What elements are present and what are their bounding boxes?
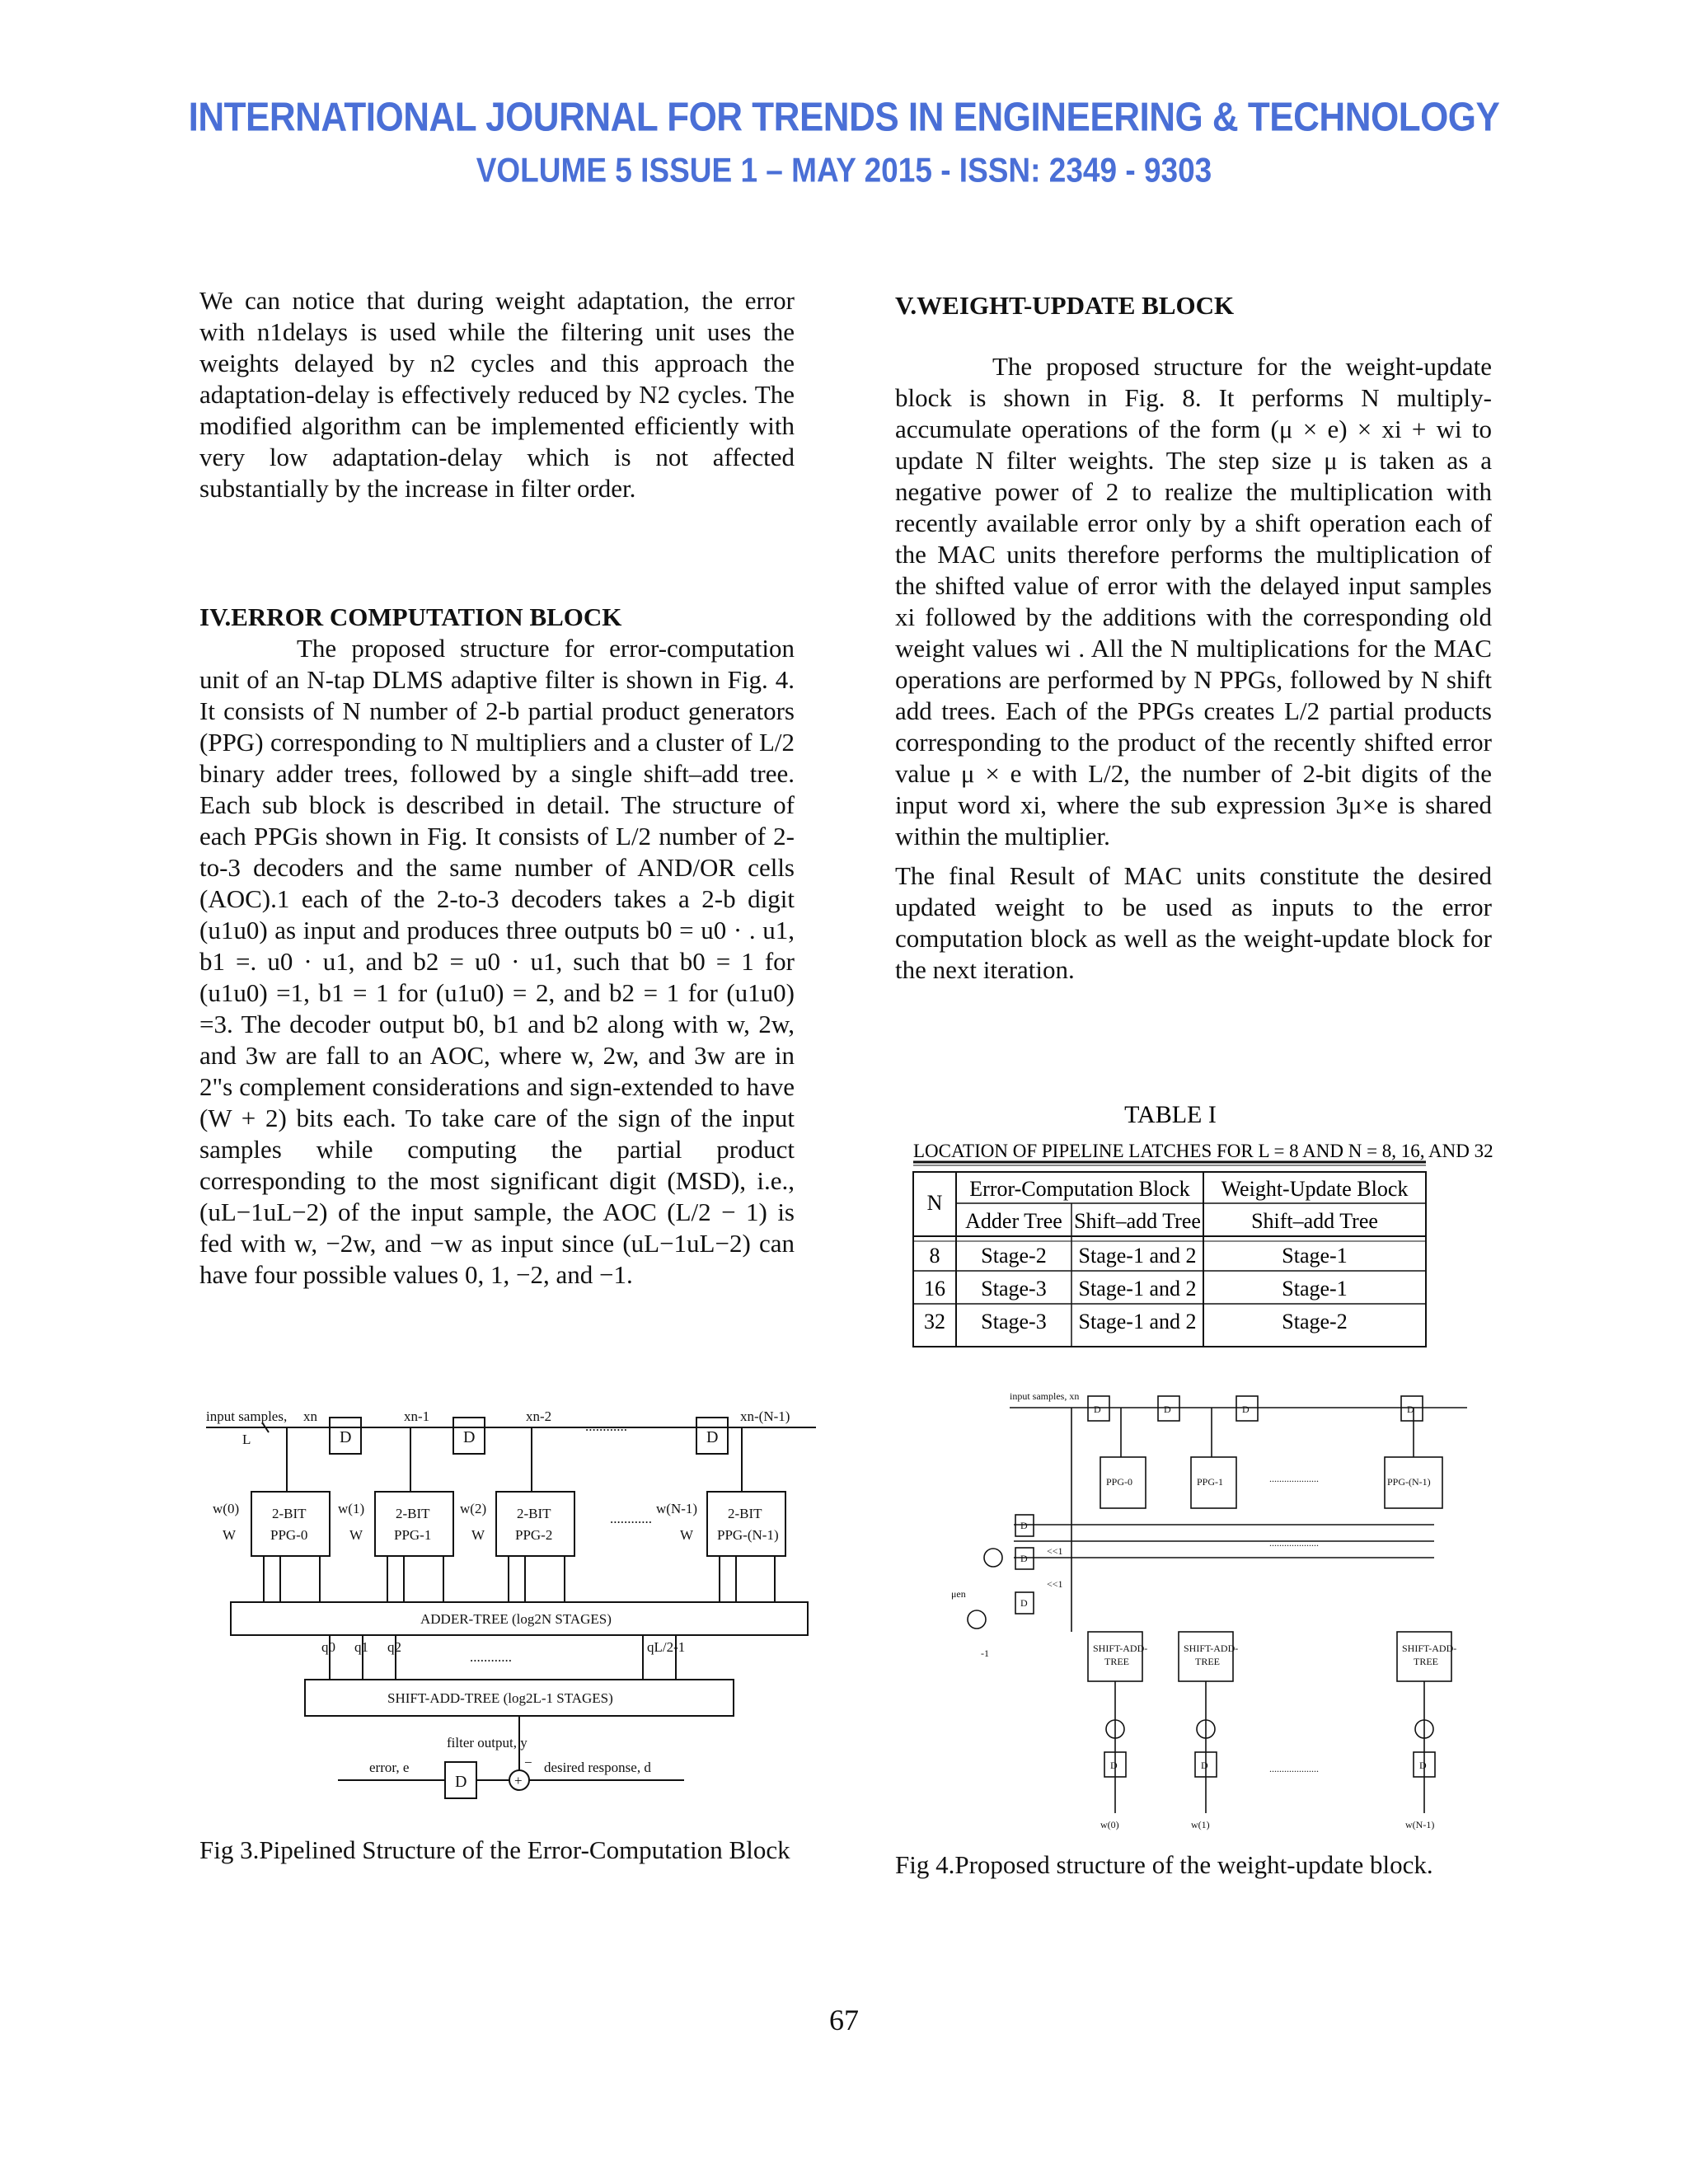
- table-cell: Stage-3: [981, 1277, 1047, 1301]
- label: W: [471, 1527, 485, 1543]
- label: SHIFT-ADD-: [1184, 1643, 1239, 1654]
- paragraph: The final Result of MAC units constitute the desired updated weight to be used as inputs to the error computation block as well as the weight-update block for the next iteration.: [895, 861, 1492, 984]
- label: xn-(N-1): [740, 1408, 790, 1424]
- label: D: [1020, 1520, 1028, 1531]
- table-cell: Stage-1 and 2: [1078, 1310, 1197, 1333]
- label: input samples,: [206, 1408, 288, 1424]
- label: filter output, y: [447, 1735, 528, 1750]
- label: 2-BIT: [517, 1506, 551, 1521]
- table-cell: 8: [929, 1244, 940, 1268]
- label: 2-BIT: [396, 1506, 430, 1521]
- label: xn-1: [404, 1408, 430, 1424]
- label: ADDER-TREE (log2N STAGES): [420, 1611, 612, 1627]
- label: SHIFT-ADD-: [1402, 1643, 1457, 1654]
- label: −: [524, 1755, 532, 1770]
- label: TREE: [1414, 1656, 1438, 1667]
- label: D: [463, 1428, 476, 1446]
- label: 2-BIT: [728, 1506, 762, 1521]
- table-cell: Stage-1: [1282, 1277, 1348, 1301]
- label: D: [340, 1428, 352, 1446]
- fig3-caption: Fig 3.Pipelined Structure of the Error-Computation Block: [199, 1835, 790, 1864]
- label: ....................: [1269, 1763, 1319, 1774]
- label: μen: [951, 1588, 966, 1600]
- label: w(0): [213, 1501, 240, 1516]
- table-cell: Stage-1: [1282, 1244, 1348, 1268]
- label: q0: [321, 1639, 335, 1655]
- label: TREE: [1104, 1656, 1129, 1667]
- label: w(1): [1191, 1819, 1210, 1830]
- table-cell: Stage-2: [981, 1244, 1047, 1268]
- group-header: Weight-Update Block: [1221, 1177, 1409, 1201]
- table-cell: Stage-2: [1282, 1310, 1348, 1333]
- section-title: V.WEIGHT-UPDATE BLOCK: [895, 291, 1235, 320]
- label: w(2): [460, 1501, 487, 1516]
- label: +: [514, 1773, 523, 1788]
- label: q1: [354, 1639, 368, 1655]
- label: w(N-1): [1405, 1819, 1435, 1830]
- label: PPG-1: [1197, 1476, 1224, 1488]
- paragraph: We can notice that during weight adaptation, the error with n1delays is used while the filtering unit uses the weights delayed by n2 cycles and this approach the adaptation-delay is effectively reduced by N2 cycles. The modified algorithm can be implemented efficiently with very low adaptation-delay which is not affected substantially by the increase in filter order.: [199, 286, 795, 503]
- label: ............: [610, 1511, 652, 1526]
- label: q2: [387, 1639, 401, 1655]
- label: xn: [303, 1408, 317, 1424]
- table-cell: Stage-3: [981, 1310, 1047, 1333]
- table-figure: [907, 1096, 1493, 1343]
- table-cell: 32: [924, 1310, 945, 1333]
- label: D: [1407, 1404, 1414, 1415]
- table-title: LOCATION OF PIPELINE LATCHES FOR L = 8 AND N = 8, 16, AND 32: [913, 1141, 1493, 1161]
- label: w(N-1): [656, 1501, 698, 1516]
- label: SHIFT-ADD-: [1093, 1643, 1148, 1654]
- group-header: Error-Computation Block: [969, 1177, 1190, 1201]
- label: W: [680, 1527, 694, 1543]
- label: W: [223, 1527, 237, 1543]
- label: w(0): [1100, 1819, 1119, 1830]
- label: D: [455, 1773, 467, 1791]
- label: D: [1020, 1597, 1028, 1609]
- table-row: [930, 1244, 1348, 1268]
- page-number: 67: [829, 2004, 859, 2036]
- label: PPG-1: [394, 1527, 432, 1543]
- label: w(1): [338, 1501, 365, 1516]
- label: D: [1201, 1760, 1208, 1771]
- paragraph: The proposed structure for the weight-update block is shown in Fig. 8. It performs N multiply-accumulate operations of the form (μ × e) × xi + wi to update N filter weights. The step size μ is taken as a negative power of 2 to realize the multiplication with recently available error only by a shift operation each of the MAC units therefore performs the multiplication of the shifted value of error with the delayed input samples xi followed by the additions with the corresponding old weight values wi . All the N multiplications for the MAC operations are performed by N PPGs, followed by N shift add trees. Each of the PPGs creates L/2 partial products corresponding to the product of the recently shifted error value μ × e with L/2, the number of 2-bit digits of the input word xi, where the sub expression 3μ×e is shared within the multiplier.: [895, 352, 1492, 851]
- table-row-extra: [907, 1310, 1434, 1332]
- label: D: [1094, 1404, 1101, 1415]
- label: D: [1242, 1404, 1250, 1415]
- col-n: N: [926, 1191, 943, 1215]
- label: SHIFT-ADD-TREE (log2L-1 STAGES): [387, 1690, 613, 1706]
- table-row: [924, 1277, 1348, 1301]
- label: D: [1110, 1760, 1118, 1771]
- section-iv: [199, 602, 795, 1291]
- label: D: [1164, 1404, 1171, 1415]
- section-title: IV.ERROR COMPUTATION BLOCK: [199, 602, 622, 631]
- label: TREE: [1195, 1656, 1220, 1667]
- label: PPG-(N-1): [1387, 1476, 1431, 1488]
- label: input samples, xn: [1010, 1390, 1080, 1402]
- label: 2-BIT: [272, 1506, 307, 1521]
- fig4-diagram: [931, 1385, 1475, 1838]
- label: <<1: [1047, 1578, 1063, 1590]
- fig4-caption: Fig 4.Proposed structure of the weight-update block.: [895, 1850, 1433, 1879]
- fig3-diagram: [198, 1401, 824, 1821]
- table-cell: Stage-1 and 2: [1078, 1244, 1197, 1268]
- label: PPG-(N-1): [717, 1527, 779, 1543]
- label: xn-2: [526, 1408, 552, 1424]
- volume-line: VOLUME 5 ISSUE 1 – MAY 2015 - ISSN: 2349 - 9303: [476, 151, 1212, 190]
- left-column: [199, 285, 795, 504]
- label: PPG-0: [270, 1527, 308, 1543]
- sub-header: Shift–add Tree: [1251, 1209, 1378, 1233]
- label: L: [242, 1432, 251, 1447]
- paragraph: The proposed structure for error-computation unit of an N-tap DLMS adaptive filter is shown in Fig. 4. It consists of N number of 2-b partial product generators (PPG) corresponding to N multipliers and a cluster of L/2 binary adder trees, followed by a single shift–add tree. Each sub block is described in detail. The structure of each PPGis shown in Fig. It consists of L/2 number of 2-to-3 decoders and the same number of AND/OR cells (AOC).1 each of the 2-to-3 decoders takes a 2-b digit (u1u0) as input and produces three outputs b0 = u0 · . u1, b1 =. u0 · u1, and b2 = u0 · u1, such that b0 = 1 for (u1u0) =1, b1 = 1 for (u1u0) = 2, and b2 = 1 for (u1u0) =3. The decoder output b0, b1 and b2 along with w, 2w, and 3w are fall to an AOC, where w, 2w, and 3w are in 2"s complement considerations and sign-extended to have (W + 2) bits each. To take care of the sign of the input samples while computing the partial product corresponding to the most significant digit (MSD), i.e., (uL−1uL−2) of the input sample, the AOC (L/2 − 1) is fed with w, −2w, and −w as input since (uL−1uL−2) can have four possible values 0, 1, −2, and −1.: [199, 634, 795, 1289]
- label: qL/2-1: [647, 1639, 686, 1655]
- label: D: [706, 1428, 719, 1446]
- label: <<1: [1047, 1545, 1063, 1557]
- sub-header: Adder Tree: [965, 1209, 1062, 1233]
- table-cell: 16: [924, 1277, 945, 1301]
- label: PPG-2: [515, 1527, 553, 1543]
- table-label: TABLE I: [1124, 1101, 1217, 1128]
- label: ............: [585, 1418, 627, 1434]
- label: W: [349, 1527, 363, 1543]
- journal-title: INTERNATIONAL JOURNAL FOR TRENDS IN ENGINEERING & TECHNOLOGY: [188, 95, 1500, 140]
- table-cell: Stage-1 and 2: [1078, 1277, 1197, 1301]
- label: D: [1419, 1760, 1427, 1771]
- label: -1: [981, 1647, 989, 1659]
- label: ....................: [1269, 1473, 1319, 1484]
- label: desired response, d: [544, 1760, 651, 1775]
- right-column: [895, 290, 1492, 986]
- label: PPG-0: [1106, 1476, 1133, 1488]
- label: error, e: [369, 1760, 410, 1775]
- label: D: [1020, 1553, 1028, 1564]
- sub-header: Shift–add Tree: [1074, 1209, 1201, 1233]
- label: ....................: [1269, 1537, 1319, 1549]
- label: ............: [470, 1649, 512, 1665]
